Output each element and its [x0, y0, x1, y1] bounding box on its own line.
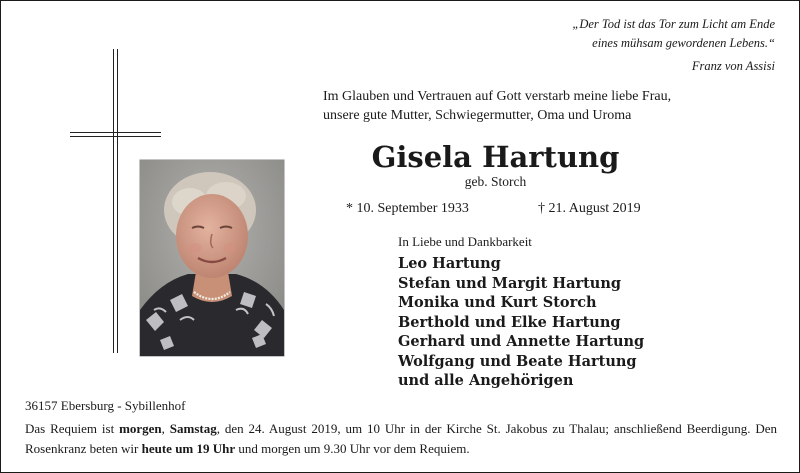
mourners-list — [398, 254, 644, 391]
list-item: Stefan und Margit Hartung — [398, 274, 622, 292]
list-item: Berthold und Elke Hartung — [398, 313, 621, 331]
quote-line-1: „Der Tod ist das Tor zum Licht am Ende — [572, 17, 775, 31]
deceased-name: Gisela Hartung — [371, 140, 620, 174]
death-date: † 21. August 2019 — [538, 201, 641, 216]
mourners-intro: In Liebe und Dankbarkeit — [398, 234, 532, 249]
details-text: und morgen um 9.30 Uhr vor dem Requiem. — [235, 441, 470, 456]
details-emphasis: Samstag — [169, 421, 217, 436]
list-item: und alle Angehörigen — [398, 372, 574, 389]
list-item: Wolfgang und Beate Hartung — [398, 352, 637, 370]
details-emphasis: morgen — [119, 421, 162, 436]
epigraph-quote — [572, 15, 775, 76]
maiden-name: geb. Storch — [464, 174, 527, 189]
birth-date: * 10. September 1933 — [346, 201, 469, 216]
quote-author: Franz von Assisi — [691, 59, 775, 73]
details-text: , — [161, 421, 170, 436]
residence-location: 36157 Ebersburg - Sybillenhof — [25, 398, 186, 413]
intro-line-2: unsere gute Mutter, Schwiegermutter, Oma und Uroma — [323, 108, 632, 123]
service-details — [25, 419, 777, 459]
quote-line-2: eines mühsam gewordenen Lebens.“ — [592, 36, 775, 50]
details-text: , den 24. August 2019, um 10 Uhr in der Kirche St. Jakobus zu Thalau; anschließend Beerdigung. Den Rosenkranz beten wir — [25, 421, 778, 456]
details-emphasis: heute um 19 Uhr — [141, 441, 236, 456]
details-text: Das Requiem ist — [25, 421, 120, 436]
portrait-photo-icon — [140, 160, 284, 356]
intro-line-1: Im Glauben und Vertrauen auf Gott verstarb meine liebe Frau, — [323, 89, 672, 104]
list-item: Gerhard und Annette Hartung — [398, 333, 645, 350]
list-item: Leo Hartung — [398, 255, 501, 272]
list-item: Monika und Kurt Storch — [398, 294, 597, 311]
death-announcement-intro — [323, 87, 671, 125]
